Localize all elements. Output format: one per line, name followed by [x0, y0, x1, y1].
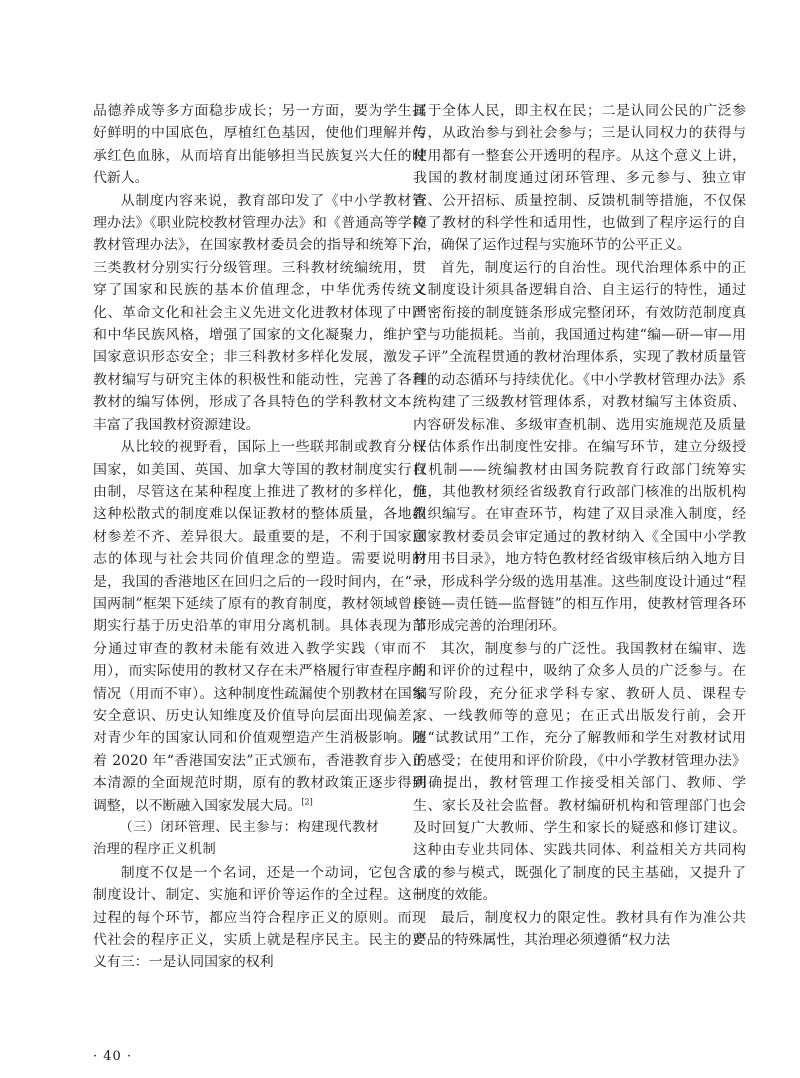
- paragraph: 制度不仅是一个名词，还是一个动词，它包含了制度设计、制定、实施和评价等运作的全过程。这一过程的每个环节，都应当符合程序正义的原则。而现代社会的程序正义，实质上就是程序民主。民主的要义有三：一是认同国家的权利: [93, 864, 426, 971]
- paragraph: 其次，制度参与的广泛性。我国教材在编审、选用和评价的过程中，吸纳了众多人员的广泛参与。在编写阶段，充分征求学科专家、教研人员、课程专家、一线教师等的意见；在正式出版发行前，会开展“试教试用”工作，充分了解教师和学生对教材试用的感受；在使用和评价阶段，《中小学教材管理办法》明确提出，教材管理工作接受相关部门、教师、学生、家长及社会监督。教材编研机构和管理部门也会及时回复广大教师、学生和家长的疑惑和修订建议。这种由专业共同体、实践共同体、利益相关方共同构成的参与模式，既强化了制度的民主基础，又提升了制度的效能。: [413, 640, 746, 904]
- paragraph: 首先，制度运行的自治性。现代治理体系中的正义制度设计须具备逻辑自洽、自主运行的特性，通过严密衔接的制度链条形成完整闭环，有效防范制度真空与功能损耗。当前，我国通过构建“编—研—审—用—评”全流程贯通的教材治理体系，实现了教材质量管理的动态循环与持续优化。《中小学教材管理办法》系统构建了三级教材管理体系，对教材编写主体资质、内容研发标准、多级审查机制、选用实施规范及质量评估体系作出制度性安排。在编写环节，建立分级授权机制——统编教材由国务院教育行政部门统筹实施，其他教材须经省级教育行政部门核准的出版机构组织编写。在审查环节，构建了双目录准入制度，经国家教材委员会审定通过的教材纳入《全国中小学教材用书目录》，地方特色教材经省级审核后纳入地方目录，形成科学分级的选用基准。这些制度设计通过“程序链—责任链—监督链”的相互作用，使教材管理各环节形成完善的治理闭环。: [413, 259, 746, 635]
- right-column: [413, 100, 746, 951]
- section-heading: （三）闭环管理、民主参与：构建现代教材: [119, 820, 380, 835]
- paragraph: [93, 436, 426, 817]
- section-heading-continued: 治理的程序正义机制: [93, 842, 217, 858]
- page-number: · 40 ·: [93, 1049, 133, 1064]
- paragraph: 属于全体人民，即主权在民；二是认同公民的广泛参与，从政治参与到社会参与；三是认同权力的获得与使用都有一整套公开透明的程序。从这个意义上讲，我国的教材制度通过闭环管理、多元参与、独立审查、公开招标、质量控制、反馈机制等措施，不仅保障了教材的科学性和适用性，也做到了程序运行的自治，确保了运作过程与实施环节的公平正义。: [413, 103, 746, 254]
- paragraph: 品德养成等多方面稳步成长；另一方面，要为学生打好鲜明的中国底色，厚植红色基因，使他们理解并传承红色血脉，从而培育出能够担当民族复兴大任的时代新人。: [93, 103, 426, 187]
- paragraph: 从制度内容来说，教育部印发了《中小学教材管理办法》《职业院校教材管理办法》和《普通高等学校教材管理办法》，在国家教材委员会的指导和统筹下，三类教材分别实行分级管理。三科教材统编统用，贯穿了国家和民族的基本价值理念，中华优秀传统文化、革命文化和社会主义先进文化进教材体现了中国和中华民族风格，增强了国家的文化凝聚力，维护了国家意识形态安全；非三科教材多样化发展，激发了教材编写与研究主体的积极性和能动性，完善了各科教材的编写体例，形成了各具特色的学科教材文本，丰富了我国教材资源建设。: [93, 192, 426, 433]
- paragraph: 最后，制度权力的限定性。教材具有作为准公共产品的特殊属性，其治理必须遵循“权力法: [413, 909, 746, 949]
- citation-ref: [2]: [301, 796, 313, 806]
- left-column: [93, 100, 426, 974]
- paragraph-text: 从比较的视野看，国际上一些联邦制或教育分权国家，如美国、英国、加拿大等国的教材制度实行自由制，尽管这在某种程度上推进了教材的多样化，但这种松散式的制度难以保证教材的整体质量，各地教材参差不齐、差异很大。最重要的是，不利于国家意志的体现与社会共同价值理念的塑造。需要说明的是，我国的香港地区在回归之后的一段时间内，在“一国两制”框架下延续了原有的教育制度，教材领域曾长期实行基于历史沿革的审用分离机制。具体表现为部分通过审查的教材未能有效进入教学实践（审而不用），而实际使用的教材又存在未严格履行审查程序的情况（用而不审）。这种制度性疏漏使个别教材在国家安全意识、历史认知维度及价值导向层面出现偏差，对青少年的国家认同和价值观塑造产生消极影响。随着 2020 年“香港国安法”正式颁布，香港教育步入正本清源的全面规范时期，原有的教材政策正逐步得到调整，以不断融入国家发展大局。: [93, 439, 426, 814]
